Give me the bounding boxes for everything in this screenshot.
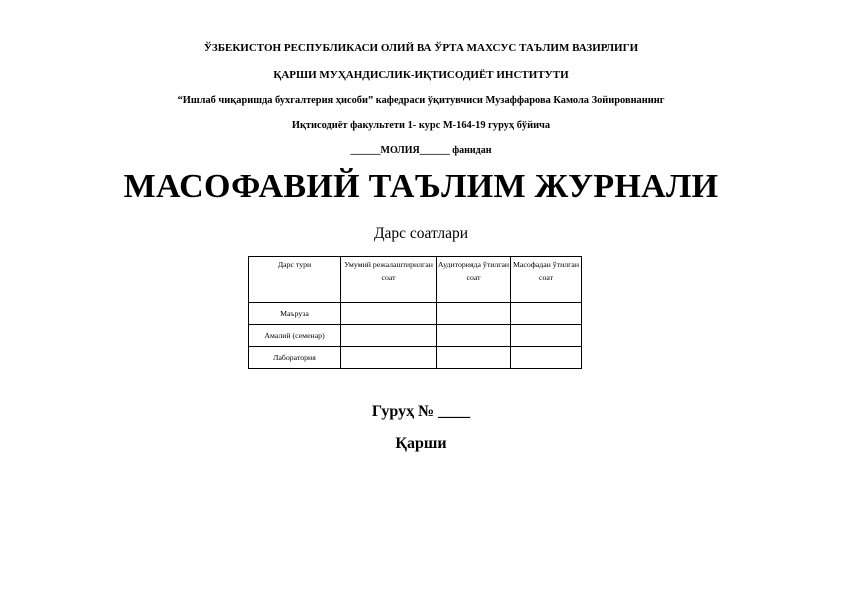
table-cell[interactable] [511, 347, 582, 369]
table-cell[interactable] [437, 347, 511, 369]
subject-line: ______МОЛИЯ______ фанидан [350, 145, 492, 156]
table-cell[interactable] [341, 325, 437, 347]
hours-table [248, 256, 582, 369]
table-cell[interactable] [341, 347, 437, 369]
table-row [249, 325, 582, 347]
faculty-course-line: Иқтисодиёт факультети 1- курс М-164-19 гуруҳ бўйича [291, 120, 551, 131]
department-teacher-line: “Ишлаб чиқаришда бухгалтерия ҳисоби” кафедраси ўқитувчиси Музаффарова Камола Зойировнанинг [177, 95, 665, 106]
table-cell[interactable] [511, 325, 582, 347]
table-cell[interactable] [511, 303, 582, 325]
hours-table-caption: Дарс соатлари [373, 225, 469, 242]
ministry-heading: ЎЗБЕКИСТОН РЕСПУБЛИКАСИ ОЛИЙ ВА ЎРТА МАХСУС ТАЪЛИМ ВАЗИРЛИГИ [203, 42, 639, 54]
table-row [249, 303, 582, 325]
row-label-practical: Амалий (семенар) [249, 325, 341, 347]
column-header-distance-hours: Масофадан ўтилган соат [511, 257, 582, 303]
row-label-lecture: Маъруза [249, 303, 341, 325]
table-cell[interactable] [341, 303, 437, 325]
page-title: МАСОФАВИЙ ТАЪЛИМ ЖУРНАЛИ [123, 168, 719, 205]
column-header-auditorium-hours: Аудиторияда ўтилган соат [437, 257, 511, 303]
row-label-laboratory: Лаборатория [249, 347, 341, 369]
table-cell[interactable] [437, 325, 511, 347]
group-number-line: Гуруҳ № ____ [371, 403, 471, 420]
institute-heading: ҚАРШИ МУҲАНДИСЛИК-ИҚТИСОДИЁТ ИНСТИТУТИ [273, 69, 569, 81]
table-cell[interactable] [437, 303, 511, 325]
table-row [249, 347, 582, 369]
column-header-planned-hours: Умумий режалаштирилган соат [341, 257, 437, 303]
city-name: Қарши [395, 435, 447, 452]
column-header-lesson-type: Дарс тури [249, 257, 341, 303]
table-header-row [249, 257, 582, 303]
